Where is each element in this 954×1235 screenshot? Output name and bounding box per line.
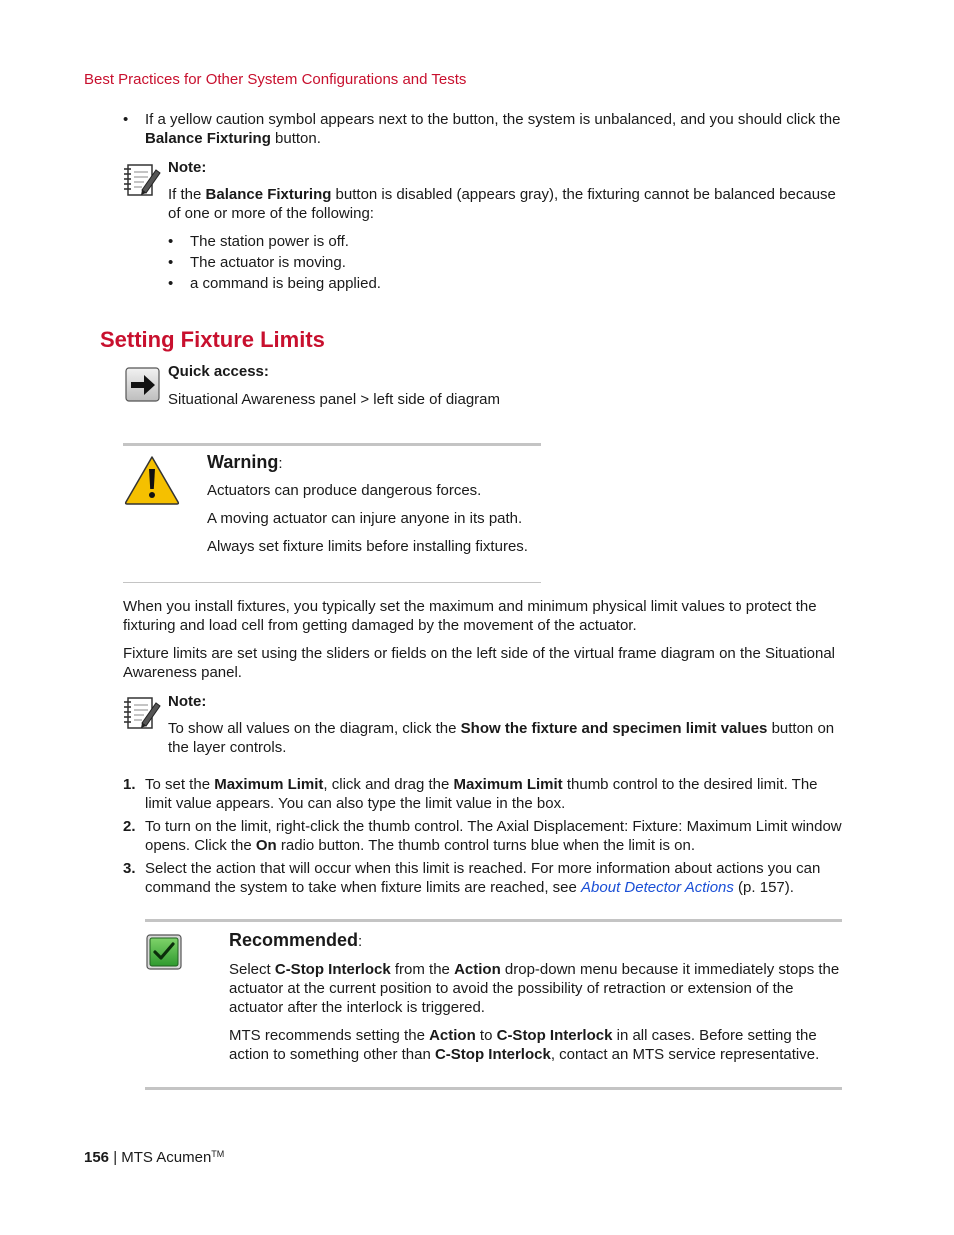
note-pencil-icon	[122, 695, 162, 731]
list-item: • The actuator is moving.	[168, 254, 346, 271]
note-list	[168, 232, 768, 295]
checkmark-icon	[146, 934, 182, 970]
warning-title: Warning:	[207, 452, 283, 472]
note-pencil-icon	[122, 162, 162, 198]
warning-triangle-icon	[123, 454, 181, 506]
caution-bullet: • If a yellow caution symbol appears next to the button, the system is unbalanced, and you should click the Balance Fixturing button.	[123, 111, 841, 147]
product-name: MTS Acumen	[121, 1149, 212, 1166]
section-title: Setting Fixture Limits	[100, 327, 325, 352]
warning-line: Always set fixture limits before installing fixtures.	[207, 538, 528, 555]
recommended-paragraph: MTS recommends setting the Action to C-Stop Interlock in all cases. Before setting the action to something other than C-Stop Interlock, contact an MTS service representative.	[229, 1027, 820, 1063]
warning-bottom-rule	[123, 582, 541, 583]
recommended-bottom-rule	[145, 1087, 842, 1090]
warning-line: A moving actuator can injure anyone in its path.	[207, 510, 523, 527]
page-footer: 156 | MTS Acumen™	[84, 1149, 225, 1166]
recommended-top-rule	[145, 919, 842, 922]
page-number: 156	[84, 1149, 110, 1166]
arrow-right-icon	[125, 367, 161, 403]
list-item: • The station power is off.	[168, 233, 349, 250]
step-item: 2. To turn on the limit, right-click the thumb control. The Axial Displacement: Fixture: Maximum Limit window opens. Click the On radio button. The thumb control turns blue when the limit is on.	[123, 818, 842, 854]
note-text: If the Balance Fixturing button is disabled (appears gray), the fixturing cannot be balanced because of one or more of the following:	[168, 186, 836, 222]
list-item: • a command is being applied.	[168, 275, 381, 292]
body-paragraph: Fixture limits are set using the sliders or fields on the left side of the virtual frame diagram on the Situational Awareness panel.	[123, 645, 836, 681]
bullet-mark: •	[123, 111, 129, 128]
body-paragraph: When you install fixtures, you typically set the maximum and minimum physical limit values to protect the fixturing and load cell from getting damaged by the movement of the actuator.	[123, 598, 817, 634]
warning-top-rule	[123, 443, 541, 446]
note-text: To show all values on the diagram, click the Show the fixture and specimen limit values button on the layer controls.	[168, 720, 835, 756]
about-detector-actions-link[interactable]: About Detector Actions	[581, 879, 734, 896]
note-label: Note:	[168, 159, 207, 176]
step-item: 1. To set the Maximum Limit, click and drag the Maximum Limit thumb control to the desired limit. The limit value appears. You can also type the limit value in the box.	[123, 776, 818, 812]
running-header: Best Practices for Other System Configurations and Tests	[84, 71, 467, 88]
warning-line: Actuators can produce dangerous forces.	[207, 482, 482, 499]
note-label: Note:	[168, 693, 207, 710]
quick-access-text: Situational Awareness panel > left side of diagram	[168, 391, 501, 408]
quick-access-label: Quick access:	[168, 363, 269, 380]
step-item: 3. Select the action that will occur when this limit is reached. For more information about actions you can command the system to take when fixture limits are reached, see About Detector Actions (p. 157).	[123, 860, 821, 896]
recommended-paragraph: Select C-Stop Interlock from the Action drop-down menu because it immediately stops the actuator at the current position to avoid the possibility of retraction or extension of the actuator after the interlock is triggered.	[229, 961, 840, 1016]
recommended-title: Recommended:	[229, 930, 363, 950]
